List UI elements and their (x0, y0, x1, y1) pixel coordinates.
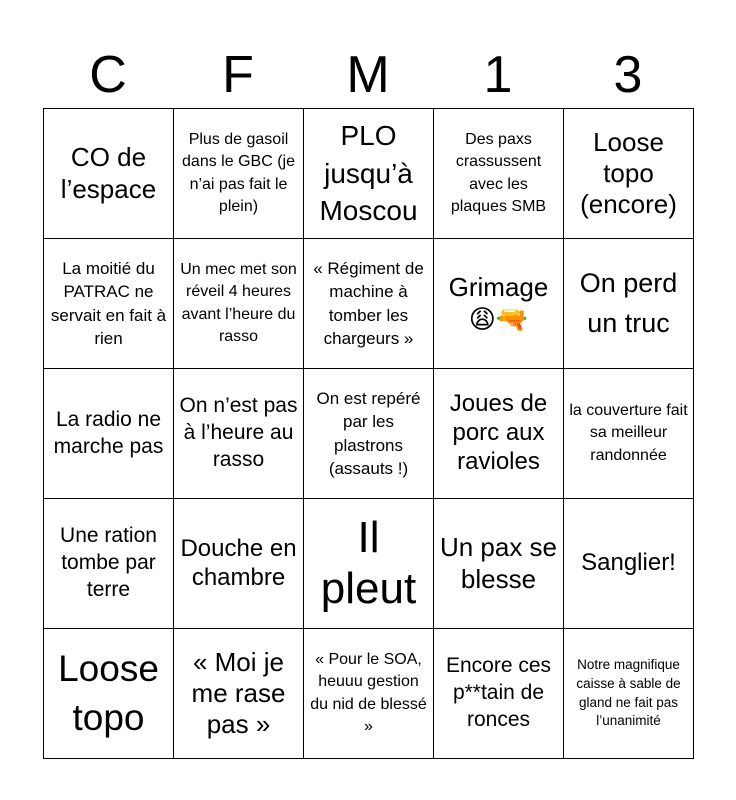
bingo-cell[interactable] (564, 369, 694, 499)
cell-text: Encore ces p**tain de ronces (445, 654, 552, 731)
cell-text: « Régiment de machine à tomber les chargeurs » (313, 258, 424, 348)
bingo-cell[interactable] (174, 109, 304, 239)
bingo-cell[interactable] (434, 629, 564, 759)
cell-text: Une ration tombe par terre (60, 524, 157, 601)
cell-text: PLO jusqu’à Moscou (319, 119, 418, 227)
bingo-cell[interactable] (304, 369, 434, 499)
bingo-cell[interactable] (44, 239, 174, 369)
bingo-cell[interactable] (304, 629, 434, 759)
header-letter-4: 1 (483, 46, 513, 104)
header-letter-2: F (222, 46, 254, 104)
cell-text: On est repéré par les plastrons (assauts !) (316, 388, 421, 478)
bingo-cell[interactable] (564, 629, 694, 759)
bingo-cell[interactable] (44, 499, 174, 629)
bingo-cell[interactable] (434, 239, 564, 369)
header-letter-5: 3 (613, 46, 643, 104)
cell-text: Il pleut (320, 512, 417, 613)
cell-text: Notre magnifique caisse à sable de gland ne fait pas l’unanimité (576, 656, 681, 729)
cell-text: Loose topo (encore) (580, 126, 677, 220)
cell-text: La radio ne marche pas (53, 407, 164, 458)
cell-text: « Pour le SOA, heuuu gestion du nid de blessé » (310, 650, 427, 735)
cell-text: On n’est pas à l’heure au rasso (179, 394, 298, 471)
bingo-cell[interactable] (434, 369, 564, 499)
bingo-header (43, 40, 693, 110)
bingo-cell[interactable] (564, 499, 694, 629)
cell-text: Un pax se blesse (439, 532, 558, 594)
cell-text: CO de l’espace (60, 142, 157, 204)
cell-text: Joues de porc aux ravioles (449, 390, 548, 475)
cell-text: Des paxs crassussent avec les plaques SMB (450, 130, 547, 215)
cell-text: Douche en chambre (180, 534, 297, 591)
cell-text: On perd un truc (579, 268, 678, 338)
cell-text: Un mec met son réveil 4 heures avant l’heure du rasso (180, 260, 297, 345)
bingo-cell[interactable] (304, 239, 434, 369)
cell-text: Plus de gasoil dans le GBC (je n’ai pas fait le plein) (182, 130, 295, 215)
header-letter-1: C (89, 46, 127, 104)
cell-text: Sanglier! (581, 549, 676, 577)
bingo-cell[interactable] (44, 629, 174, 759)
bingo-cell[interactable] (44, 369, 174, 499)
bingo-cell[interactable] (44, 109, 174, 239)
header-letter-3: M (346, 46, 390, 104)
bingo-cell[interactable] (564, 239, 694, 369)
bingo-cell[interactable] (174, 629, 304, 759)
bingo-cell[interactable] (434, 109, 564, 239)
cell-text: Grimage 😩🔫 (448, 272, 549, 334)
cell-text: La moitié du PATRAC ne servait en fait à rien (50, 258, 167, 348)
bingo-cell[interactable] (174, 499, 304, 629)
bingo-cell[interactable] (434, 499, 564, 629)
cell-text: la couverture fait sa meilleur randonnée (569, 401, 688, 464)
bingo-cell[interactable] (564, 109, 694, 239)
bingo-cell[interactable] (174, 239, 304, 369)
cell-text: « Moi je me rase pas » (191, 646, 286, 740)
bingo-board (43, 108, 694, 759)
bingo-cell[interactable] (174, 369, 304, 499)
bingo-cell[interactable] (304, 109, 434, 239)
bingo-cell[interactable] (304, 499, 434, 629)
cell-text: Loose topo (58, 648, 159, 738)
